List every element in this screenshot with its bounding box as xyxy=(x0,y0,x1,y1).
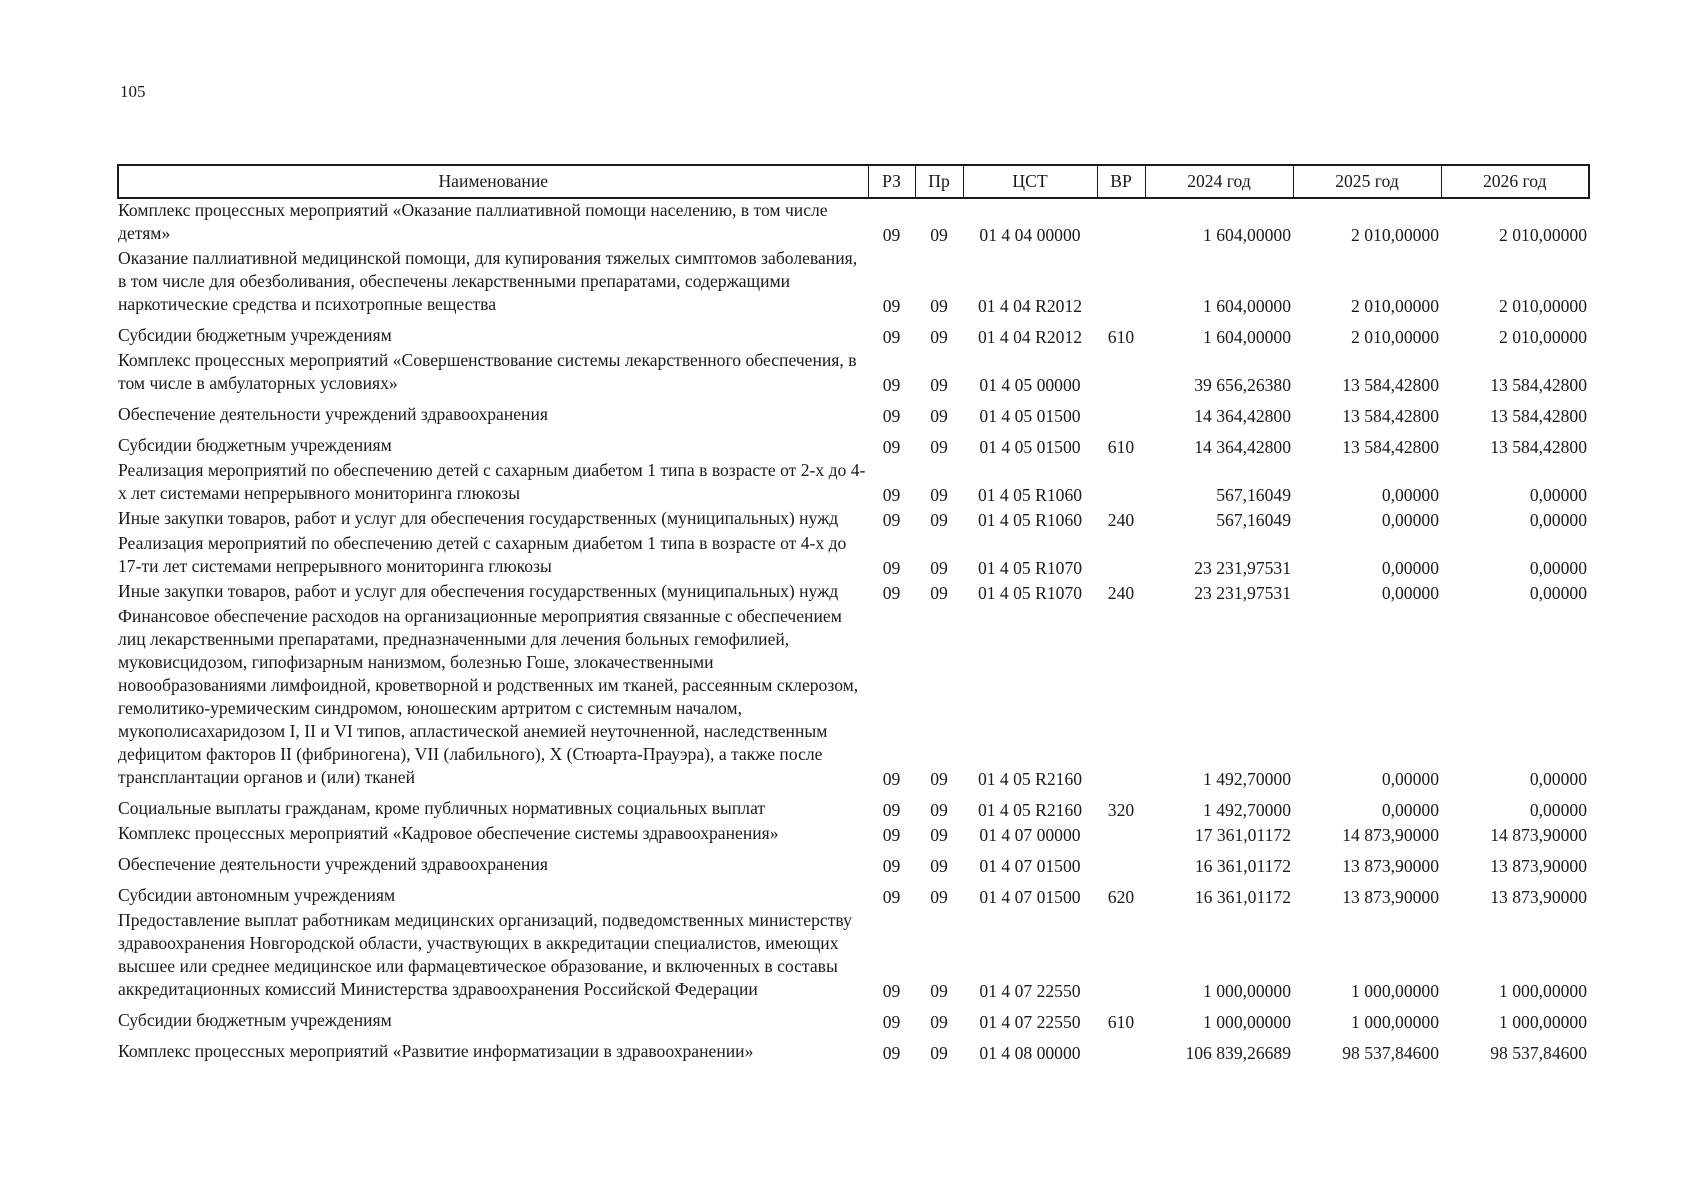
row-amount-2024: 106 839,26689 xyxy=(1185,1043,1291,1063)
table-row xyxy=(118,507,1589,532)
row-name: Комплекс процессных мероприятий «Кадровое обеспечение системы здравоохранения» xyxy=(118,823,779,843)
row-amount-2026: 13 584,42800 xyxy=(1490,406,1587,426)
row-rz: 09 xyxy=(882,327,901,347)
row-amount-2025: 98 537,84600 xyxy=(1342,1043,1439,1063)
row-cst: 01 4 05 R1070 xyxy=(977,583,1083,603)
row-vr xyxy=(1097,247,1145,318)
row-vr: 610 xyxy=(1107,1012,1135,1032)
row-name: Иные закупки товаров, работ и услуг для обеспечения государственных (муниципальных) нужд xyxy=(118,508,839,528)
header-vr: ВР xyxy=(1097,165,1145,198)
row-amount-2024: 1 604,00000 xyxy=(1203,296,1291,316)
row-cst: 01 4 07 22550 xyxy=(979,981,1081,1001)
header-cst: ЦСТ xyxy=(963,165,1097,198)
row-amount-2024: 1 604,00000 xyxy=(1203,327,1291,347)
row-pr: 09 xyxy=(930,825,948,845)
row-amount-2026: 0,00000 xyxy=(1529,583,1587,603)
row-vr: 610 xyxy=(1107,327,1135,347)
row-pr: 09 xyxy=(930,1043,948,1063)
row-amount-2024: 567,16049 xyxy=(1216,510,1291,530)
row-cst: 01 4 05 00000 xyxy=(979,375,1081,395)
row-amount-2026: 98 537,84600 xyxy=(1490,1043,1587,1063)
row-amount-2024: 16 361,01172 xyxy=(1194,887,1291,907)
row-amount-2025: 13 873,90000 xyxy=(1342,887,1439,907)
row-cst: 01 4 05 01500 xyxy=(979,406,1081,426)
header-pr: Пр xyxy=(915,165,963,198)
row-name: Субсидии бюджетным учреждениям xyxy=(118,325,392,345)
row-rz: 09 xyxy=(882,1043,901,1063)
header-name: Наименование xyxy=(118,165,868,198)
row-pr: 09 xyxy=(930,510,948,530)
row-amount-2026: 0,00000 xyxy=(1529,558,1587,578)
row-cst: 01 4 05 R2160 xyxy=(977,800,1083,820)
row-amount-2024: 1 000,00000 xyxy=(1203,1012,1291,1032)
table-row xyxy=(118,909,1589,1003)
row-pr: 09 xyxy=(930,485,948,505)
row-amount-2026: 13 584,42800 xyxy=(1490,375,1587,395)
row-vr xyxy=(1097,909,1145,1003)
row-pr: 09 xyxy=(930,856,948,876)
table-row xyxy=(118,349,1589,397)
row-name: Субсидии автономным учреждениям xyxy=(118,885,396,905)
row-cst: 01 4 05 R1060 xyxy=(977,485,1083,505)
row-rz: 09 xyxy=(882,981,901,1001)
row-pr: 09 xyxy=(930,887,948,907)
row-amount-2025: 13 584,42800 xyxy=(1342,375,1439,395)
row-cst: 01 4 07 22550 xyxy=(979,1012,1081,1032)
row-cst: 01 4 05 R1070 xyxy=(977,558,1083,578)
row-vr: 240 xyxy=(1107,510,1135,530)
row-amount-2025: 0,00000 xyxy=(1381,800,1439,820)
row-amount-2025: 0,00000 xyxy=(1381,485,1439,505)
row-rz: 09 xyxy=(882,485,901,505)
row-amount-2025: 14 873,90000 xyxy=(1342,825,1439,845)
row-amount-2026: 0,00000 xyxy=(1529,485,1587,505)
row-amount-2024: 23 231,97531 xyxy=(1194,558,1291,578)
row-cst: 01 4 04 R2012 xyxy=(977,327,1083,347)
row-amount-2026: 0,00000 xyxy=(1529,769,1587,789)
row-name: Реализация мероприятий по обеспечению детей с сахарным диабетом 1 типа в возрасте от 2-х до 4-х лет системами непрерывного мониторинга глюкозы xyxy=(118,460,866,503)
table-row xyxy=(118,791,1589,822)
table-row xyxy=(118,605,1589,791)
row-rz: 09 xyxy=(882,225,901,245)
row-cst: 01 4 07 01500 xyxy=(979,887,1081,907)
table-row xyxy=(118,532,1589,580)
header-rz: РЗ xyxy=(868,165,915,198)
row-vr xyxy=(1097,397,1145,428)
row-name: Субсидии бюджетным учреждениям xyxy=(118,435,392,455)
row-name: Обеспечение деятельности учреждений здравоохранения xyxy=(118,404,548,424)
row-amount-2025: 13 584,42800 xyxy=(1342,406,1439,426)
row-rz: 09 xyxy=(882,375,901,395)
row-pr: 09 xyxy=(930,769,948,789)
row-amount-2025: 0,00000 xyxy=(1381,558,1439,578)
table-row xyxy=(118,1003,1589,1034)
page-number: 105 xyxy=(120,82,146,101)
row-amount-2024: 1 604,00000 xyxy=(1203,225,1291,245)
row-pr: 09 xyxy=(930,225,948,245)
row-amount-2026: 2 010,00000 xyxy=(1499,296,1587,316)
row-amount-2024: 39 656,26380 xyxy=(1194,375,1291,395)
row-name: Комплекс процессных мероприятий «Совершенствование системы лекарственного обеспечения, в том числе в амбулаторных условиях» xyxy=(118,350,857,393)
row-rz: 09 xyxy=(882,510,901,530)
row-rz: 09 xyxy=(882,406,901,426)
row-cst: 01 4 07 01500 xyxy=(979,856,1081,876)
row-pr: 09 xyxy=(930,1012,948,1032)
row-amount-2026: 2 010,00000 xyxy=(1499,225,1587,245)
row-cst: 01 4 04 R2012 xyxy=(977,296,1083,316)
row-vr xyxy=(1097,1034,1145,1065)
row-name: Комплекс процессных мероприятий «Развитие информатизации в здравоохранении» xyxy=(118,1041,754,1061)
table-row xyxy=(118,847,1589,878)
row-amount-2026: 1 000,00000 xyxy=(1499,981,1587,1001)
header-2025: 2025 год xyxy=(1293,165,1441,198)
row-name: Реализация мероприятий по обеспечению детей с сахарным диабетом 1 типа в возрасте от 4-х до 17-ти лет системами непрерывного мониторинга глюкозы xyxy=(118,533,847,576)
row-pr: 09 xyxy=(930,406,948,426)
table-row xyxy=(118,878,1589,909)
row-rz: 09 xyxy=(882,800,901,820)
row-name: Субсидии бюджетным учреждениям xyxy=(118,1010,392,1030)
row-rz: 09 xyxy=(882,583,901,603)
row-vr xyxy=(1097,822,1145,847)
row-rz: 09 xyxy=(882,437,901,457)
row-pr: 09 xyxy=(930,375,948,395)
row-name: Финансовое обеспечение расходов на организационные мероприятия связанные с обеспечением лиц лекарственными препаратами, предназначенными для лечения больных гемофилией, муковисцидозом, гипофизарным нанизмом, болезнью Гоше, злокачественными новообразованиями лимфоидной, кроветворной и родственных им тканей, рассеянным склерозом, гемолитико-уремическим синдромом, юношеским артритом с системным началом, мукополисахаридозом I, II и VI типов, апластической анемией неуточненной, наследственным дефицитом факторов II (фибриногена), VII (лабильного), X (Стюарта-Прауэра), а также после трансплантации органов и (или) тканей xyxy=(118,606,859,787)
row-amount-2026: 13 873,90000 xyxy=(1490,887,1587,907)
row-amount-2024: 16 361,01172 xyxy=(1194,856,1291,876)
row-rz: 09 xyxy=(882,887,901,907)
table-row xyxy=(118,822,1589,847)
budget-table xyxy=(117,164,1590,1065)
row-vr xyxy=(1097,605,1145,791)
table-row xyxy=(118,397,1589,428)
row-amount-2025: 1 000,00000 xyxy=(1351,981,1439,1001)
row-rz: 09 xyxy=(882,296,901,316)
row-vr: 620 xyxy=(1107,887,1135,907)
row-amount-2026: 13 873,90000 xyxy=(1490,856,1587,876)
row-name: Комплекс процессных мероприятий «Оказание паллиативной помощи населению, в том числе детям» xyxy=(118,200,828,243)
row-amount-2026: 2 010,00000 xyxy=(1499,327,1587,347)
row-vr xyxy=(1097,532,1145,580)
row-vr xyxy=(1097,198,1145,247)
table-row xyxy=(118,247,1589,318)
row-amount-2025: 1 000,00000 xyxy=(1351,1012,1439,1032)
table-row xyxy=(118,1034,1589,1065)
row-name: Иные закупки товаров, работ и услуг для обеспечения государственных (муниципальных) нужд xyxy=(118,581,839,601)
row-amount-2025: 13 873,90000 xyxy=(1342,856,1439,876)
header-2024: 2024 год xyxy=(1145,165,1293,198)
row-pr: 09 xyxy=(930,327,948,347)
row-rz: 09 xyxy=(882,856,901,876)
row-pr: 09 xyxy=(930,558,948,578)
row-amount-2026: 0,00000 xyxy=(1529,800,1587,820)
row-pr: 09 xyxy=(930,296,948,316)
table-header xyxy=(118,165,1589,198)
row-amount-2024: 14 364,42800 xyxy=(1194,406,1291,426)
row-amount-2024: 567,16049 xyxy=(1216,485,1291,505)
row-pr: 09 xyxy=(930,437,948,457)
row-amount-2025: 0,00000 xyxy=(1381,510,1439,530)
row-name: Оказание паллиативной медицинской помощи, для купирования тяжелых симптомов заболевания, в том числе для обезболивания, обеспечены лекарственными препаратами, содержащими наркотические средства и психотропные вещества xyxy=(118,248,858,314)
row-amount-2024: 17 361,01172 xyxy=(1194,825,1291,845)
row-rz: 09 xyxy=(882,825,901,845)
row-vr: 320 xyxy=(1107,800,1135,820)
row-amount-2024: 23 231,97531 xyxy=(1194,583,1291,603)
row-rz: 09 xyxy=(882,769,901,789)
table-row xyxy=(118,459,1589,507)
row-amount-2026: 13 584,42800 xyxy=(1490,437,1587,457)
row-name: Предоставление выплат работникам медицинских организаций, подведомственных министерству здравоохранения Новгородской области, участвующих в аккредитации специалистов, имеющих высшее или среднее медицинское или фармацевтическое образование, и включенных в составы аккредитационных комиссий Министерства здравоохранения Российской Федерации xyxy=(118,910,852,999)
row-name: Социальные выплаты гражданам, кроме публичных нормативных социальных выплат xyxy=(118,798,766,818)
row-amount-2025: 13 584,42800 xyxy=(1342,437,1439,457)
row-amount-2024: 14 364,42800 xyxy=(1194,437,1291,457)
header-2026: 2026 год xyxy=(1441,165,1589,198)
row-amount-2025: 2 010,00000 xyxy=(1351,327,1439,347)
row-amount-2024: 1 000,00000 xyxy=(1203,981,1291,1001)
table-row xyxy=(118,318,1589,349)
row-amount-2026: 14 873,90000 xyxy=(1490,825,1587,845)
row-amount-2024: 1 492,70000 xyxy=(1203,800,1291,820)
row-pr: 09 xyxy=(930,981,948,1001)
row-amount-2025: 0,00000 xyxy=(1381,769,1439,789)
row-cst: 01 4 05 R1060 xyxy=(977,510,1083,530)
row-amount-2024: 1 492,70000 xyxy=(1203,769,1291,789)
table-row xyxy=(118,198,1589,247)
row-amount-2025: 0,00000 xyxy=(1381,583,1439,603)
row-amount-2026: 0,00000 xyxy=(1529,510,1587,530)
row-vr: 240 xyxy=(1107,583,1135,603)
row-rz: 09 xyxy=(882,1012,901,1032)
table-body xyxy=(118,198,1589,1065)
row-cst: 01 4 07 00000 xyxy=(979,825,1081,845)
row-amount-2026: 1 000,00000 xyxy=(1499,1012,1587,1032)
row-vr xyxy=(1097,847,1145,878)
row-amount-2025: 2 010,00000 xyxy=(1351,296,1439,316)
row-cst: 01 4 05 R2160 xyxy=(977,769,1083,789)
row-cst: 01 4 05 01500 xyxy=(979,437,1081,457)
row-name: Обеспечение деятельности учреждений здравоохранения xyxy=(118,854,548,874)
row-vr xyxy=(1097,349,1145,397)
row-pr: 09 xyxy=(930,800,948,820)
row-vr xyxy=(1097,459,1145,507)
row-cst: 01 4 08 00000 xyxy=(979,1043,1081,1063)
row-rz: 09 xyxy=(882,558,901,578)
table-row xyxy=(118,428,1589,459)
row-amount-2025: 2 010,00000 xyxy=(1351,225,1439,245)
table-row xyxy=(118,580,1589,605)
row-cst: 01 4 04 00000 xyxy=(979,225,1081,245)
row-pr: 09 xyxy=(930,583,948,603)
row-vr: 610 xyxy=(1107,437,1135,457)
